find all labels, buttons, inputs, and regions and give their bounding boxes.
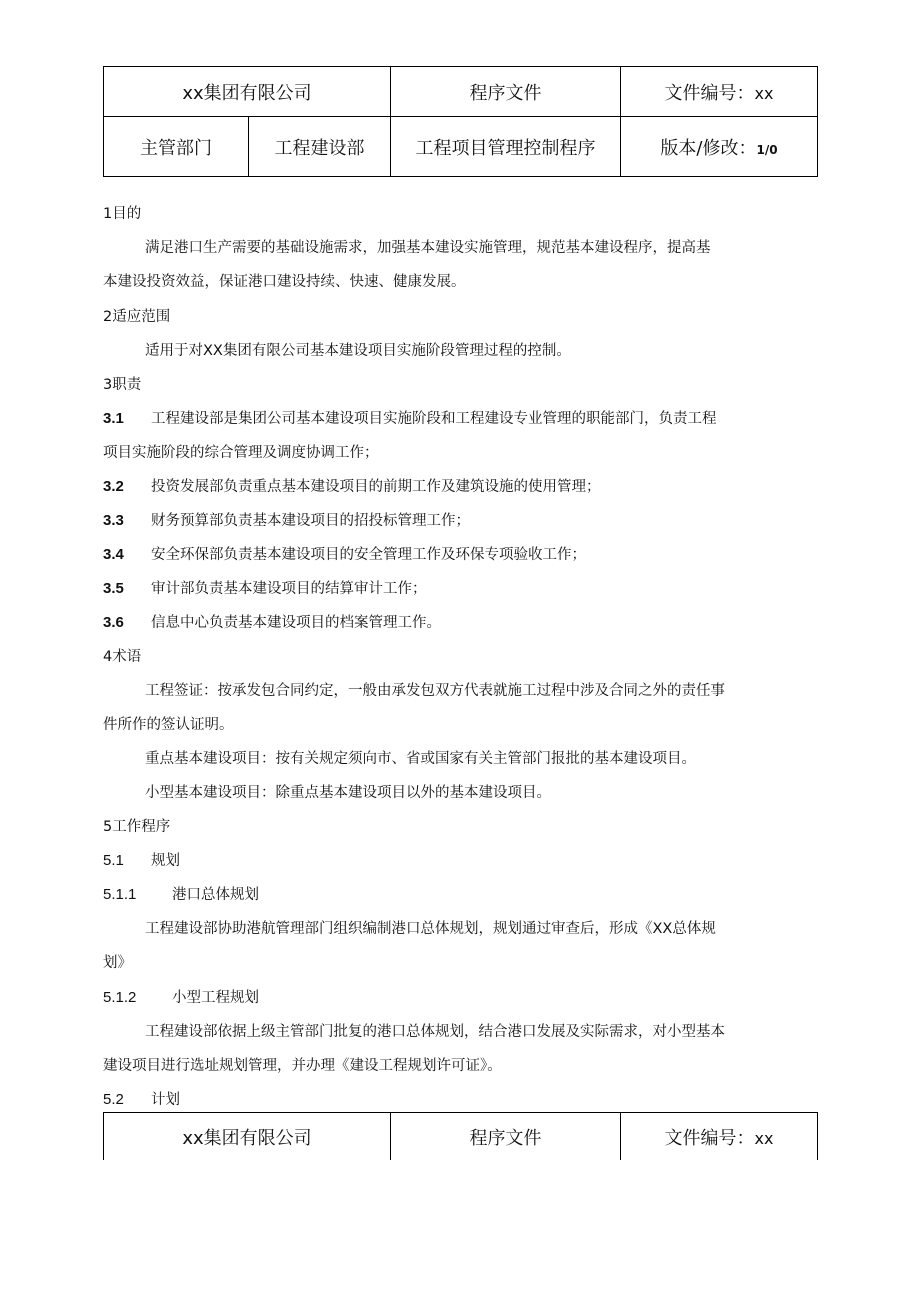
item-3-6-number: 3.6	[103, 614, 124, 631]
doc-type-page2: 程序文件	[391, 1113, 621, 1161]
section-1-title: 1目的	[103, 206, 142, 222]
term-1-line1: 工程签证：按承发包合同约定，一般由承发包双方代表就施工过程中涉及合同之外的责任事	[145, 683, 725, 699]
section-1-para-line2: 本建设投资效益，保证港口建设持续、快速、健康发展。	[103, 274, 466, 290]
company-name-page2: xx集团有限公司	[104, 1113, 391, 1161]
section-5-1-1-number: 5.1.1	[103, 886, 137, 903]
item-3-1-text-line1: 工程建设部是集团公司基本建设项目实施阶段和工程建设专业管理的职能部门，负责工程	[151, 411, 717, 427]
item-3-3-text: 财务预算部负责基本建设项目的招投标管理工作；	[151, 513, 470, 529]
section-5-1-1-line1: 工程建设部协助港航管理部门组织编制港口总体规划，规划通过审查后，形成《XX总体规	[145, 921, 716, 937]
section-4-title: 4术语	[103, 649, 142, 665]
section-5-title: 5工作程序	[103, 819, 171, 835]
item-3-2-text: 投资发展部负责重点基本建设项目的前期工作及建筑设施的使用管理；	[151, 479, 601, 495]
version-label: 版本/修改：	[660, 137, 757, 159]
item-3-2-number: 3.2	[103, 478, 124, 495]
item-3-4-number: 3.4	[103, 546, 124, 563]
section-5-1-title: 规划	[151, 853, 180, 869]
doc-type: 程序文件	[391, 67, 621, 117]
doc-number-value: xx	[754, 83, 774, 103]
term-2: 重点基本建设项目：按有关规定须向市、省或国家有关主管部门报批的基本建设项目。	[145, 751, 696, 767]
doc-number-label-page2: 文件编号：	[664, 1127, 755, 1149]
version-cell	[621, 117, 818, 177]
item-3-1-text-line2: 项目实施阶段的综合管理及调度协调工作；	[103, 445, 379, 461]
item-3-5-text: 审计部负责基本建设项目的结算审计工作；	[151, 581, 427, 597]
item-3-3-number: 3.3	[103, 512, 124, 529]
term-1-line2: 件所作的签认证明。	[103, 717, 234, 733]
section-5-1-2-line1: 工程建设部依据上级主管部门批复的港口总体规划，结合港口发展及实际需求，对小型基本	[145, 1024, 725, 1040]
section-2-title: 2适应范围	[103, 309, 171, 325]
item-3-4-text: 安全环保部负责基本建设项目的安全管理工作及环保专项验收工作；	[151, 547, 586, 563]
doc-number-value-page2: xx	[754, 1128, 774, 1148]
doc-number-label: 文件编号：	[664, 82, 755, 104]
dept-value: 工程建设部	[249, 117, 391, 177]
section-5-1-2-title: 小型工程规划	[172, 990, 259, 1006]
item-3-5-number: 3.5	[103, 580, 124, 597]
company-name: xx集团有限公司	[104, 67, 391, 117]
section-5-1-number: 5.1	[103, 852, 124, 869]
document-header-table	[103, 66, 818, 177]
doc-number-cell	[621, 67, 818, 117]
dept-label: 主管部门	[104, 117, 249, 177]
section-5-1-2-line2: 建设项目进行选址规划管理，并办理《建设工程规划许可证》。	[103, 1058, 502, 1074]
section-1-para-line1: 满足港口生产需要的基础设施需求，加强基本建设实施管理，规范基本建设程序，提高基	[145, 240, 711, 256]
section-5-2-number: 5.2	[103, 1091, 124, 1108]
version-value: 1/0	[756, 142, 778, 157]
procedure-title: 工程项目管理控制程序	[391, 117, 621, 177]
document-header-table-page2	[103, 1112, 818, 1160]
section-3-title: 3职责	[103, 377, 142, 393]
section-5-2-title: 计划	[151, 1092, 180, 1108]
item-3-1-number: 3.1	[103, 410, 124, 427]
item-3-6-text: 信息中心负责基本建设项目的档案管理工作。	[151, 615, 441, 631]
section-5-1-1-title: 港口总体规划	[172, 887, 259, 903]
doc-number-cell-page2	[621, 1113, 818, 1161]
section-2-para: 适用于对XX集团有限公司基本建设项目实施阶段管理过程的控制。	[145, 343, 571, 359]
section-5-1-1-line2: 划》	[103, 955, 132, 971]
term-3: 小型基本建设项目：除重点基本建设项目以外的基本建设项目。	[145, 785, 551, 801]
section-5-1-2-number: 5.1.2	[103, 989, 137, 1006]
